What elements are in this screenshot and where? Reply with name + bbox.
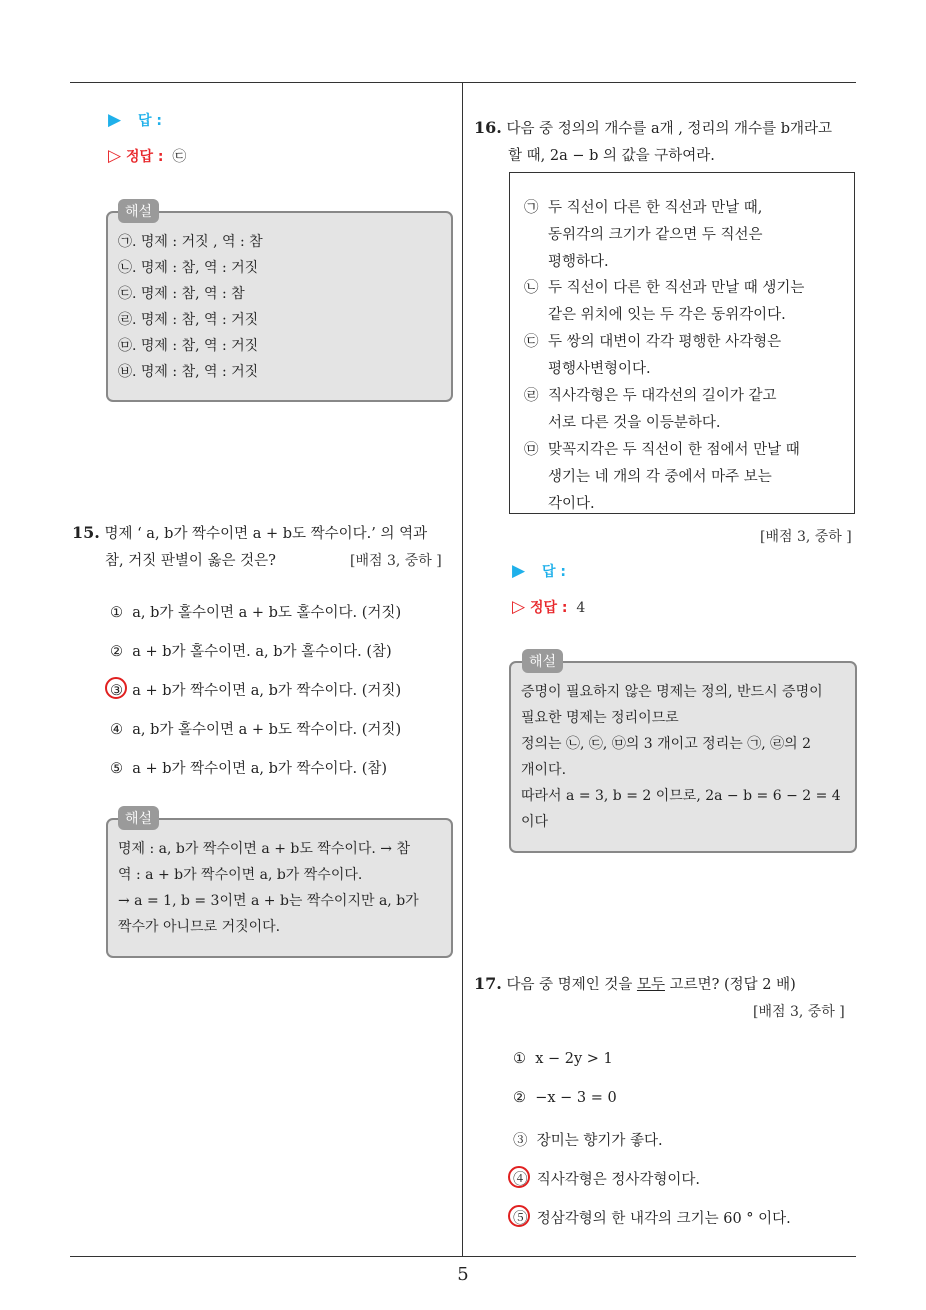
choice-mark: ⑤ xyxy=(110,761,123,777)
q15-line2: 참, 거짓 판별이 옳은 것은? xyxy=(105,553,276,569)
q17-choice-5[interactable] xyxy=(513,1207,791,1228)
exp-line: ㉠. 명제 : 거짓 , 역 : 참 xyxy=(118,234,263,250)
choice-mark: ① xyxy=(110,605,123,621)
q17-choice-1[interactable] xyxy=(513,1051,613,1067)
q16-statement-box xyxy=(509,172,855,514)
item-line: 직사각형은 두 대각선의 길이가 같고 xyxy=(548,388,777,404)
q17-choice-3[interactable] xyxy=(513,1129,663,1150)
q14-explanation-body xyxy=(118,229,443,385)
q14-correct-line xyxy=(108,146,186,166)
exp-line: 역 : a + b가 짝수이면 a, b가 짝수이다. xyxy=(118,867,363,883)
correct-label: 정답 : xyxy=(125,149,164,165)
item-mark: ㉢ xyxy=(524,334,539,350)
red-outline-triangle-icon: ▷ xyxy=(512,597,526,617)
choice-mark: ③ xyxy=(513,1133,528,1149)
choice-text: a + b가 짝수이면 a, b가 짝수이다. (거짓) xyxy=(132,683,402,699)
q16-number: 16. xyxy=(474,118,502,137)
q17-number: 17. xyxy=(474,974,502,993)
q16-item-4 xyxy=(524,383,844,437)
choice-text: x − 2y > 1 xyxy=(535,1051,613,1067)
exp-line: ㉣. 명제 : 참, 역 : 거짓 xyxy=(118,312,259,328)
exp-line: 필요한 명제는 정리이므로 xyxy=(521,710,679,726)
q16-correct-line xyxy=(512,597,585,617)
q15-score: [배점 3, 중하 ] xyxy=(350,553,442,569)
q16-line2: 할 때, 2a − b 의 값을 구하여라. xyxy=(508,148,715,164)
choice-text: a, b가 홀수이면 a + b도 홀수이다. (거짓) xyxy=(132,605,402,621)
exp-line: 명제 : a, b가 짝수이면 a + b도 짝수이다. → 참 xyxy=(118,841,411,857)
q16-explanation-body xyxy=(521,679,847,835)
q14-explanation-box xyxy=(106,211,453,402)
q14-explanation-tab: 해설 xyxy=(118,199,159,223)
exp-line: 따라서 a = 3, b = 2 이므로, 2a − b = 6 − 2 = 4 xyxy=(521,788,841,804)
choice-text: 장미는 향기가 좋다. xyxy=(536,1133,663,1149)
exp-line: 개이다. xyxy=(521,762,567,778)
choice-text: a + b가 홀수이면. a, b가 홀수이다. (참) xyxy=(132,644,392,660)
q16-item-2 xyxy=(524,275,844,329)
q16-explanation-tab: 해설 xyxy=(522,649,563,673)
item-mark: ㉤ xyxy=(524,442,539,458)
q17-choice-4[interactable] xyxy=(513,1168,700,1189)
choice-mark: ② xyxy=(110,644,123,660)
exp-line: ㉢. 명제 : 참, 역 : 참 xyxy=(118,286,245,302)
choice-text: 직사각형은 정사각형이다. xyxy=(536,1172,701,1188)
bottom-rule xyxy=(70,1256,856,1257)
item-line: 두 직선이 다른 한 직선과 만날 때, xyxy=(548,200,763,216)
exp-line: ㉥. 명제 : 참, 역 : 거짓 xyxy=(118,364,259,380)
item-line: 각이다. xyxy=(548,496,595,512)
q17-line-underlined: 모두 xyxy=(636,977,665,993)
q15-choice-5[interactable] xyxy=(110,757,387,778)
q16-item-1 xyxy=(524,195,844,276)
selected-answer-circle-icon xyxy=(105,677,127,699)
q16-answer-line xyxy=(512,561,566,581)
exp-line: 증명이 필요하지 않은 명제는 정의, 반드시 증명이 xyxy=(521,684,823,700)
q17-line-pre: 다음 중 명제인 것을 xyxy=(506,977,637,993)
blue-triangle-icon: ▶ xyxy=(108,110,122,130)
correct-value: ㉢ xyxy=(172,149,187,165)
q14-answer-line xyxy=(108,110,162,130)
exp-line: 정의는 ㉡, ㉢, ㉤의 3 개이고 정리는 ㉠, ㉣의 2 xyxy=(521,736,811,752)
q15-choice-3[interactable] xyxy=(110,679,401,700)
q16-explanation-box xyxy=(509,661,857,853)
q15-explanation-box xyxy=(106,818,453,958)
q17-choice-2[interactable] xyxy=(513,1090,617,1106)
correct-label: 정답 : xyxy=(529,600,568,616)
exp-line: ㉡. 명제 : 참, 역 : 거짓 xyxy=(118,260,259,276)
q15-choice-4[interactable] xyxy=(110,718,401,739)
q17-score: [배점 3, 중하 ] xyxy=(753,1004,845,1020)
page-number: 5 xyxy=(457,1264,469,1285)
q15-number: 15. xyxy=(72,523,100,542)
choice-text: a, b가 홀수이면 a + b도 짝수이다. (거짓) xyxy=(132,722,402,738)
choice-text: a + b가 짝수이면 a, b가 짝수이다. (참) xyxy=(132,761,388,777)
q15-line1: 명제 ‘ a, b가 짝수이면 a + b도 짝수이다.’ 의 역과 xyxy=(104,526,428,542)
exp-line: 이다 xyxy=(521,814,549,830)
choice-mark: ④ xyxy=(110,722,123,738)
q15-choice-2[interactable] xyxy=(110,640,392,661)
exp-line: → a = 1, b = 3이면 a + b는 짝수이지만 a, b가 xyxy=(118,893,419,909)
red-outline-triangle-icon: ▷ xyxy=(108,146,122,166)
item-line: 평행사변형이다. xyxy=(548,361,651,377)
correct-value: 4 xyxy=(576,600,586,616)
blue-triangle-icon: ▶ xyxy=(512,561,526,581)
selected-answer-circle-icon xyxy=(508,1166,530,1188)
column-divider xyxy=(462,82,463,1256)
q16-score: [배점 3, 중하 ] xyxy=(760,529,852,545)
q15-explanation-body xyxy=(118,836,443,940)
q16-line1: 다음 중 정의의 개수를 a개 , 정리의 개수를 b개라고 xyxy=(506,121,832,137)
choice-text: 정삼각형의 한 내각의 크기는 60 ° 이다. xyxy=(536,1211,791,1227)
choice-mark: ① xyxy=(513,1051,526,1067)
q16-item-5 xyxy=(524,437,844,518)
q16-question xyxy=(474,114,859,170)
exp-line: ㉤. 명제 : 참, 역 : 거짓 xyxy=(118,338,259,354)
q16-item-3 xyxy=(524,329,844,383)
item-line: 서로 다른 것을 이등분하다. xyxy=(548,415,721,431)
item-line: 같은 위치에 잇는 두 각은 동위각이다. xyxy=(548,307,786,323)
choice-mark: ④ xyxy=(513,1172,528,1188)
q17-line-post: 고르면? (정답 2 배) xyxy=(664,977,796,993)
q15-choice-1[interactable] xyxy=(110,601,401,622)
item-line: 평행하다. xyxy=(548,254,609,270)
item-line: 생기는 네 개의 각 중에서 마주 보는 xyxy=(548,469,772,485)
choice-mark: ③ xyxy=(110,683,123,699)
item-mark: ㉡ xyxy=(524,280,539,296)
item-mark: ㉣ xyxy=(524,388,539,404)
item-mark: ㉠ xyxy=(524,200,539,216)
choice-mark: ② xyxy=(513,1090,526,1106)
exp-line: 짝수가 아니므로 거짓이다. xyxy=(118,919,281,935)
choice-text: −x − 3 = 0 xyxy=(535,1090,617,1106)
top-rule xyxy=(70,82,856,83)
item-line: 두 직선이 다른 한 직선과 만날 때 생기는 xyxy=(548,280,805,296)
answer-label: 답 : xyxy=(541,564,566,580)
item-line: 두 쌍의 대변이 각각 평행한 사각형은 xyxy=(548,334,782,350)
q15-explanation-tab: 해설 xyxy=(118,806,159,830)
selected-answer-circle-icon xyxy=(508,1205,530,1227)
item-line: 맞꼭지각은 두 직선이 한 점에서 만날 때 xyxy=(548,442,800,458)
item-line: 동위각의 크기가 같으면 두 직선은 xyxy=(548,227,763,243)
answer-label: 답 : xyxy=(137,113,162,129)
q17-question xyxy=(474,970,859,999)
choice-mark: ⑤ xyxy=(513,1211,528,1227)
